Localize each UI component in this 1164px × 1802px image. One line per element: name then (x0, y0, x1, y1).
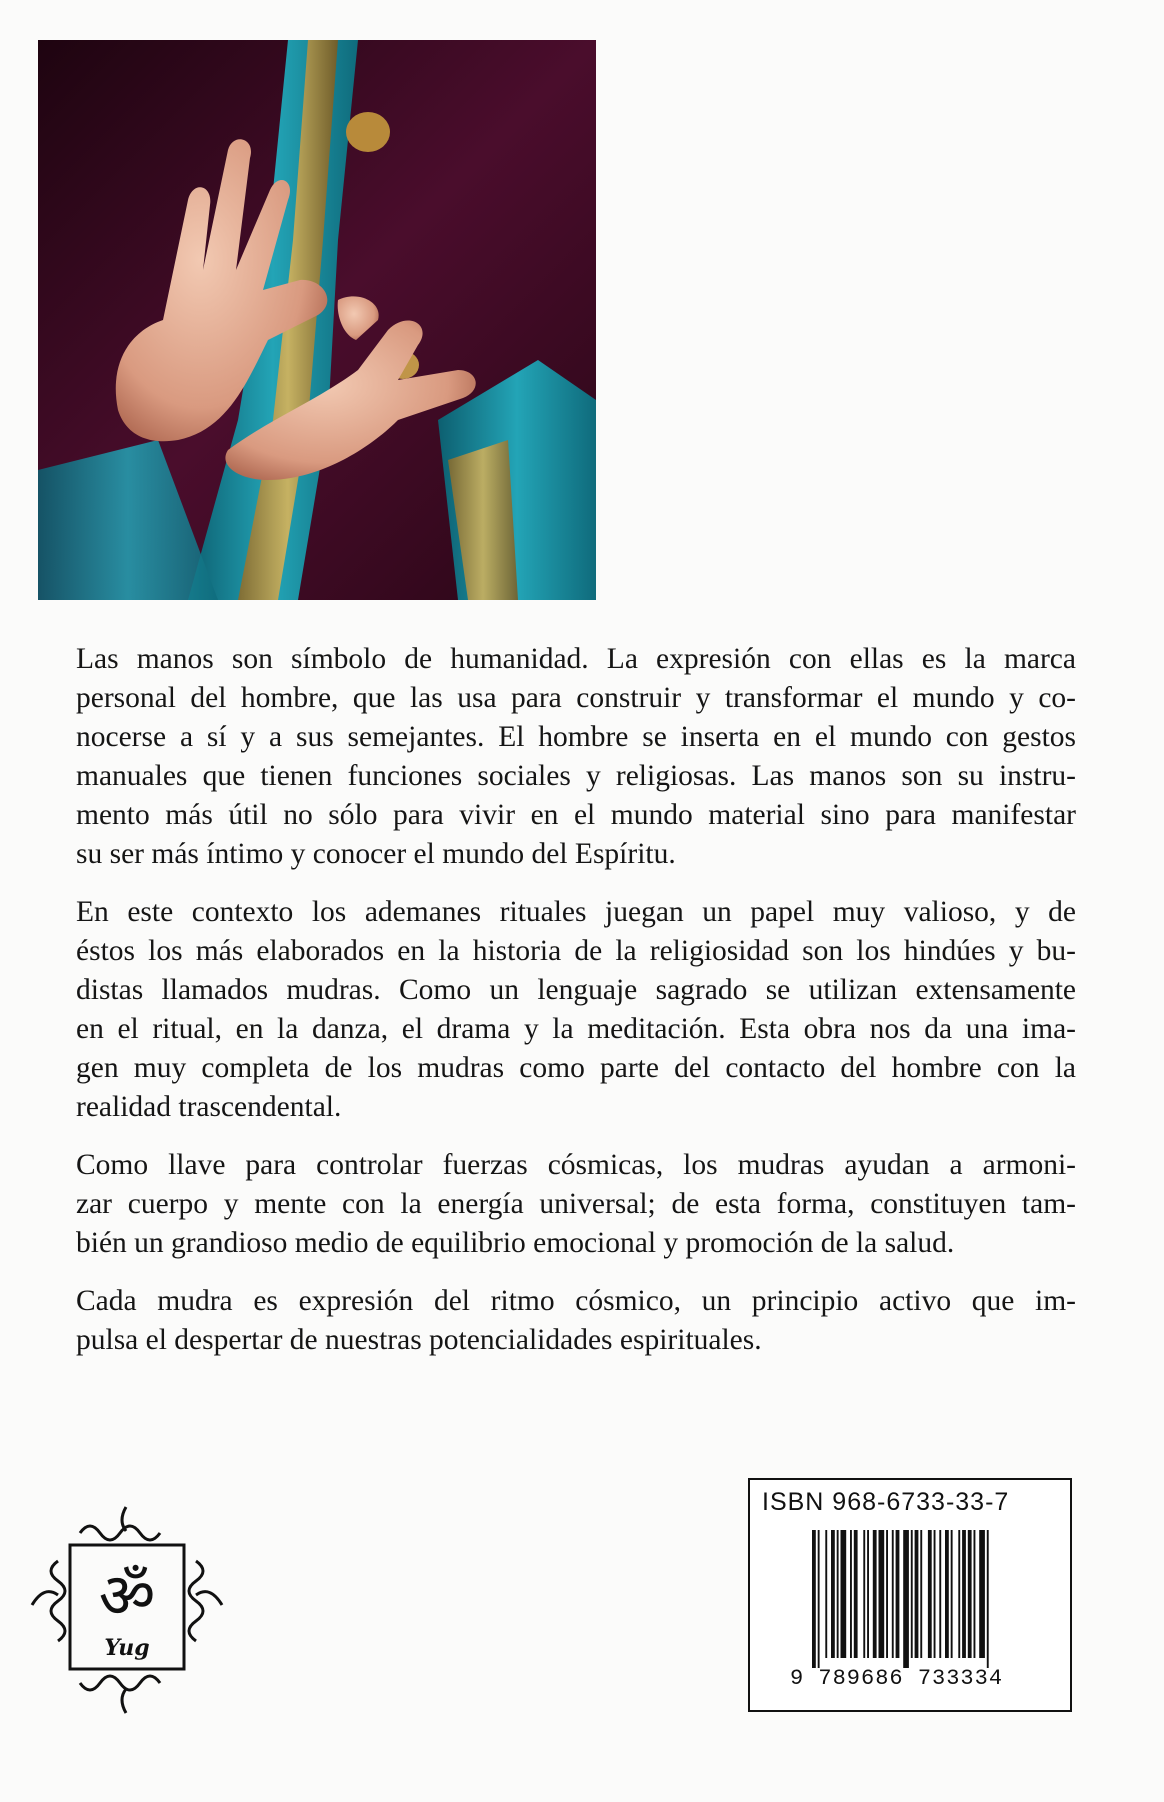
barcode-bar (837, 1530, 839, 1658)
barcode-bar (915, 1530, 919, 1658)
barcode-bar (825, 1530, 827, 1658)
text-line: zar cuerpo y mente con la energía universal; de esta forma, constituyen tam- (76, 1188, 1076, 1220)
barcode-bar (854, 1530, 858, 1658)
text-line: éstos los más elaborados en la historia de la religiosidad son los hindúes y bu- (76, 935, 1076, 967)
barcode-bar (892, 1530, 894, 1658)
cover-photo (38, 40, 596, 600)
text-line: Cada mudra es expresión del ritmo cósmico, un principio activo que im- (76, 1285, 1076, 1317)
barcode-bar (951, 1530, 953, 1658)
text-line: Las manos son símbolo de humanidad. La expresión con ellas es la marca (76, 643, 1076, 675)
text-line: gen muy completa de los mudras como parte del contacto del hombre con la (76, 1052, 1076, 1084)
barcode-bar (939, 1530, 941, 1658)
text-line: su ser más íntimo y conocer el mundo del Espíritu. (76, 838, 676, 870)
barcode-bar (987, 1530, 989, 1668)
barcode-bar (850, 1530, 852, 1658)
barcode-bar (974, 1530, 976, 1658)
barcode-bar (968, 1530, 972, 1658)
text-line: distas llamados mudras. Como un lenguaje sagrado se utilizan extensamente (76, 974, 1076, 1006)
text-line: personal del hombre, que las usa para construir y transformar el mundo y co- (76, 682, 1076, 714)
text-line: pulsa el despertar de nuestras potencialidades espirituales. (76, 1324, 762, 1356)
barcode-bar (962, 1530, 966, 1658)
barcode-bar (841, 1530, 847, 1658)
barcode-bar (812, 1530, 816, 1668)
barcode-bar (958, 1530, 960, 1658)
barcode-bar (920, 1530, 922, 1658)
text-line: manuales que tienen funciones sociales y religiosas. Las manos son su instru- (76, 760, 1076, 792)
text-line: nocerse a sí y a sus semejantes. El hombre se inserta en el mundo con gestos (76, 721, 1076, 753)
barcode-bar (886, 1530, 888, 1658)
publisher-logo (22, 1505, 232, 1715)
barcode-bar (911, 1530, 913, 1658)
back-cover-text (76, 640, 1076, 1379)
barcode-icon (812, 1530, 1044, 1668)
barcode-bar (879, 1530, 885, 1658)
paragraph-4 (76, 1282, 1076, 1360)
isbn-label: ISBN 968-6733-33-7 (762, 1488, 1010, 1516)
text-line: bién un grandioso medio de equilibrio emocional y promoción de la salud. (76, 1227, 955, 1259)
barcode-bar (818, 1530, 820, 1668)
paragraph-3 (76, 1146, 1076, 1263)
isbn-barcode-box (748, 1478, 1072, 1712)
barcode-bar (896, 1530, 900, 1658)
barcode-bar (945, 1530, 949, 1658)
text-line: en el ritual, en la danza, el drama y la meditación. Esta obra nos da una ima- (76, 1013, 1076, 1045)
hands-mudra-image (38, 40, 596, 600)
barcode-bar (863, 1530, 865, 1658)
ean-number: 9 789686 733334 (790, 1666, 1004, 1691)
paragraph-2 (76, 893, 1076, 1127)
barcode-bar (979, 1530, 985, 1658)
om-logo-icon (22, 1505, 232, 1715)
text-line: Como llave para controlar fuerzas cósmicas, los mudras ayudan a armoni- (76, 1149, 1076, 1181)
text-line: mento más útil no sólo para vivir en el mundo material sino para manifestar (76, 799, 1076, 831)
publisher-name: Yug (104, 1635, 150, 1661)
barcode-bar (831, 1530, 835, 1658)
barcode-bar (867, 1530, 869, 1658)
barcode-bar (934, 1530, 936, 1658)
barcode-bar (873, 1530, 877, 1658)
barcode-bar (928, 1530, 932, 1658)
paragraph-1 (76, 640, 1076, 874)
om-symbol: ॐ (98, 1559, 156, 1632)
text-line: realidad trascendental. (76, 1091, 342, 1123)
text-line: En este contexto los ademanes rituales juegan un papel muy valioso, y de (76, 896, 1076, 928)
barcode-bar (903, 1530, 909, 1668)
